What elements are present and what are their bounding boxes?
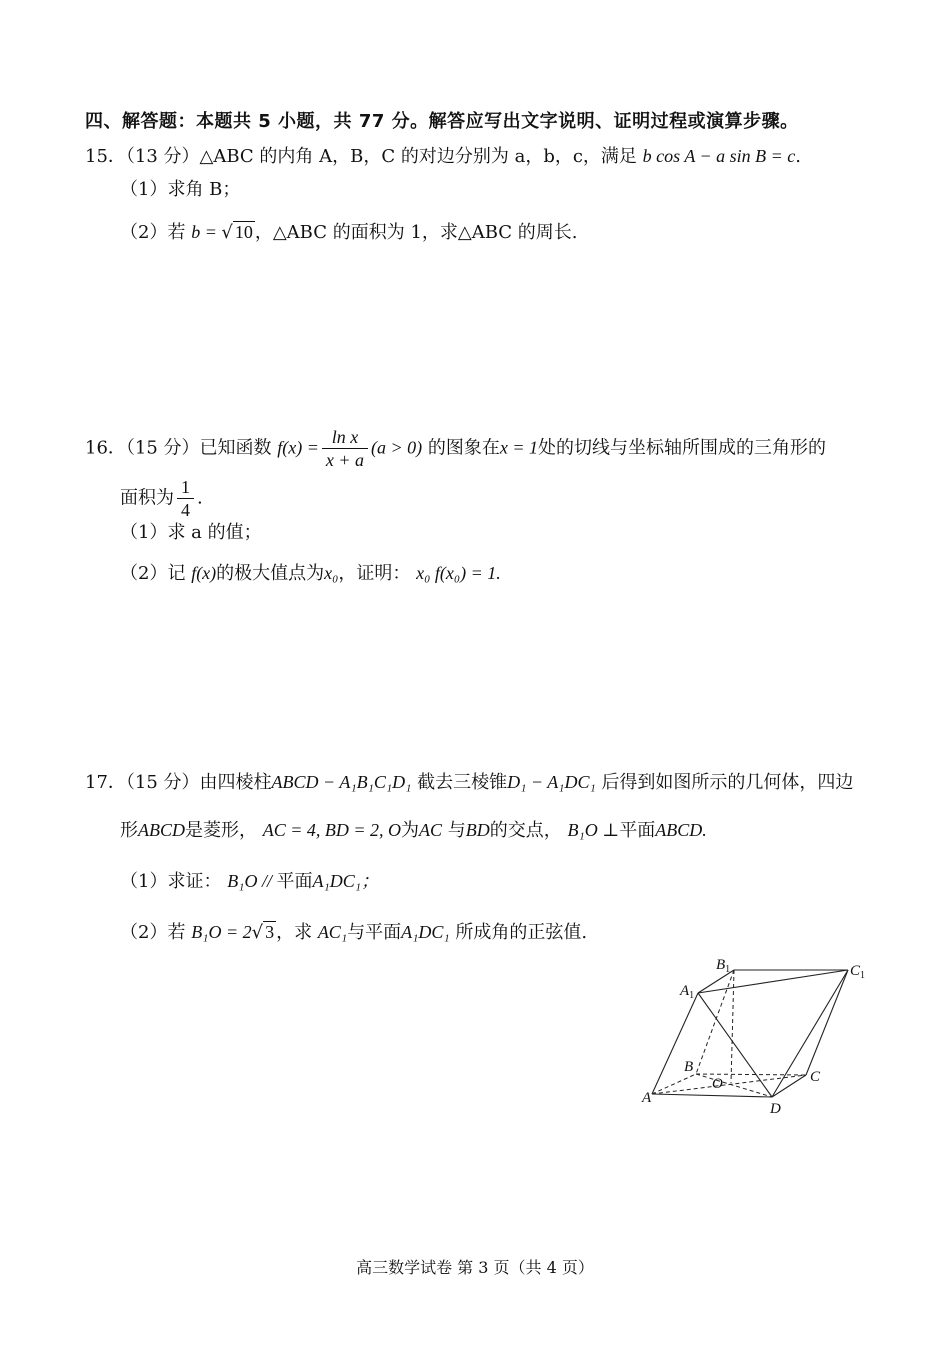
question-number: 17．（15 分） (85, 772, 200, 793)
sqrt-symbol: √ 10 (221, 222, 253, 243)
fraction: $\frac{\text{ln x}}{x + a}$ (322, 426, 368, 471)
question-15-stem: 15．（13 分）△ABC 的内角 A，B，C 的对边分别为 a，b，c，满足 b cos A − a sin B = c. (85, 146, 802, 167)
label-a1: $A_1$ (680, 983, 695, 1001)
edge-a1-d (698, 993, 772, 1097)
question-16-line-2: 面积为 $\frac{1}{4}$ . (120, 477, 203, 520)
edge-b-c (696, 1074, 806, 1075)
section-heading: 四、解答题：本题共 5 小题，共 77 分。解答应写出文字说明、证明过程或演算步骤。 (85, 111, 799, 132)
edge-b1-o (731, 970, 734, 1083)
question-17-line-2: 形ABCD是菱形， AC = 4, BD = 2, O为AC 与BD的交点， B₁O ⊥平面ABCD. (120, 820, 707, 841)
question-number: 16．（15 分） (85, 437, 200, 459)
diagonal-bd (696, 1074, 772, 1097)
math-condition: b cos A − a sin B = c (642, 146, 796, 166)
edge-a1-c1 (698, 970, 848, 993)
geometry-figure (640, 950, 880, 1120)
sqrt-symbol: √ 3 (251, 922, 275, 943)
question-16-stem: 16．（15 分）已知函数 f(x) = $\frac{\text{ln x}}{x + a}$ (a > 0) 的图象在x = 1处的切线与坐标轴所围成的三角形的 (85, 427, 827, 470)
label-a: A (642, 1090, 652, 1106)
label-o: O (712, 1076, 723, 1092)
edge-c1-c (806, 970, 848, 1075)
question-15-part-1: （1）求角 B； (120, 179, 241, 200)
label-d: D (770, 1101, 781, 1117)
fraction: $\frac{1}{4}$ (177, 476, 194, 521)
page-footer: 高三数学试卷 第 3 页（共 4 页） (356, 1258, 594, 1277)
label-c1: $C_1$ (850, 963, 866, 981)
question-17-part-1: （1）求证： B₁O // 平面A₁DC₁； (120, 871, 379, 892)
question-number: 15．（13 分） (85, 146, 200, 167)
label-b1: $B_1$ (716, 957, 731, 975)
question-16-part-1: （1）求 a 的值； (120, 522, 262, 543)
question-16-part-2: （2）记 f(x)的极大值点为x₀，证明： x₀ f(x₀) = 1. (120, 563, 501, 584)
edge-a-d (652, 1094, 772, 1097)
question-text: △ABC 的内角 A，B，C 的对边分别为 a，b，c，满足 (199, 146, 637, 167)
label-b: B (684, 1059, 694, 1075)
question-17-stem: 17．（15 分）由四棱柱ABCD − A₁B₁C₁D₁ 截去三棱锥D₁ − A₁DC₁ 后得到如图所示的几何体，四边 (85, 772, 854, 793)
edge-b1-b (696, 970, 734, 1074)
question-15-part-2: （2）若 b = √ 10 ，△ABC 的面积为 1，求△ABC 的周长. (120, 222, 578, 243)
label-c: C (810, 1069, 821, 1085)
question-17-part-2: （2）若 B₁O = 2√ 3 ，求 AC₁与平面A₁DC₁ 所成角的正弦值. (120, 922, 588, 943)
edge-a1-a (652, 993, 698, 1094)
